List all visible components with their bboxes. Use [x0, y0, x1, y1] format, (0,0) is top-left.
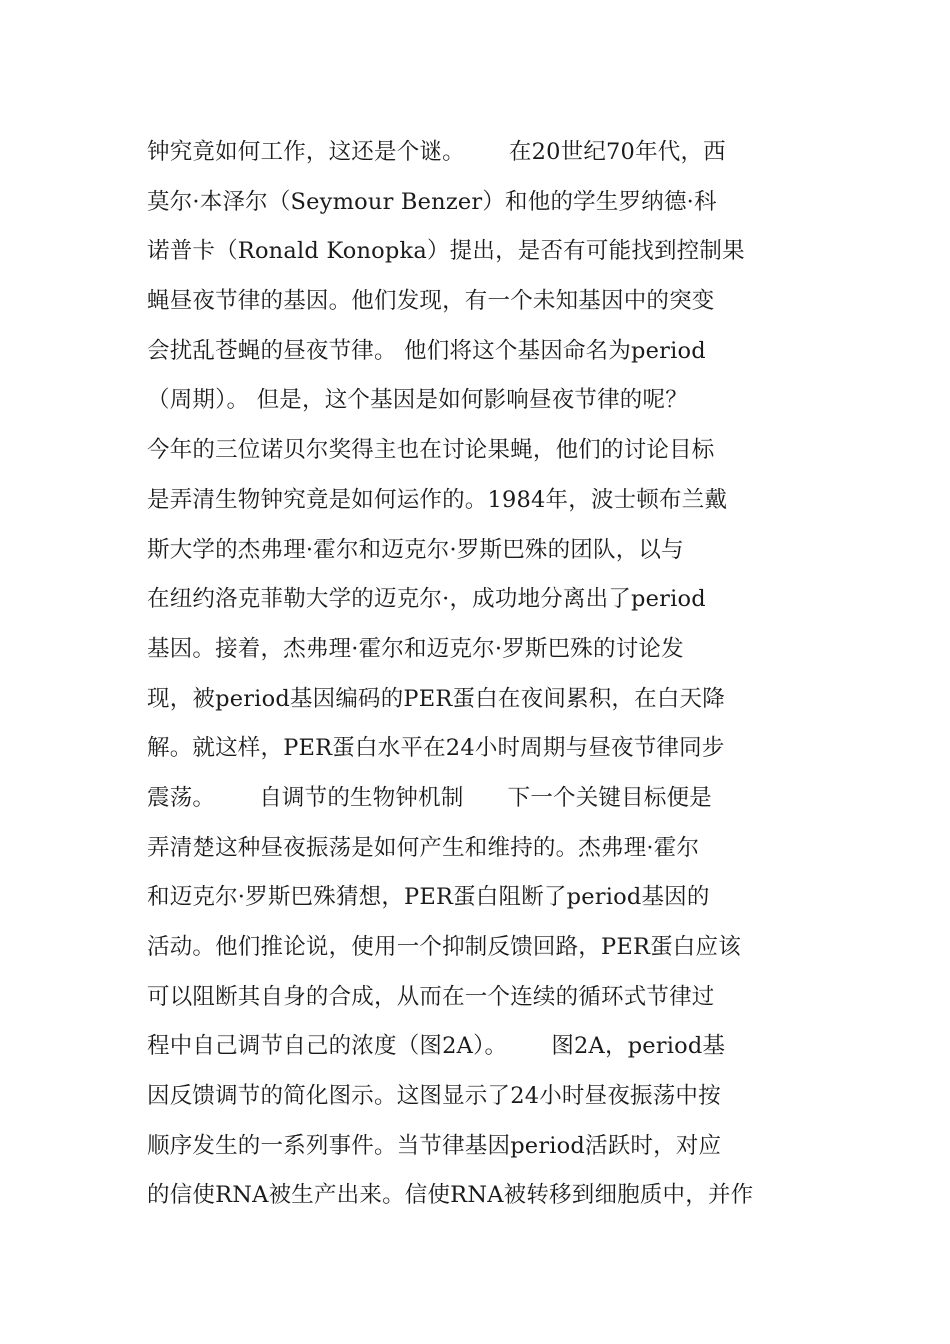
text-line: 蝇昼夜节律的基因。他们发现，有一个未知基因中的突变: [147, 288, 715, 315]
text-line: 因反馈调节的简化图示。这图显示了24小时昼夜振荡中按: [147, 1083, 721, 1110]
text-line: 可以阻断其自身的合成，从而在一个连续的循环式节律过: [147, 983, 715, 1010]
text-line: 是弄清生物钟究竟是如何运作的。1984年，波士顿布兰戴: [147, 486, 728, 513]
text-line: 会扰乱苍蝇的昼夜节律。 他们将这个基因命名为period: [147, 337, 706, 364]
body-text: [147, 128, 807, 1221]
text-line: 顺序发生的一系列事件。当节律基因period活跃时，对应: [147, 1132, 722, 1159]
text-line: 钟究竟如何工作，这还是个谜。 在20世纪70年代，西: [147, 139, 726, 165]
text-line: 震荡。 自调节的生物钟机制 下一个关键目标便是: [147, 784, 712, 811]
text-line: 的信使RNA被生产出来。信使RNA被转移到细胞质中，并作: [147, 1182, 754, 1209]
text-line: 现，被period基因编码的PER蛋白在夜间累积，在白天降: [147, 685, 725, 712]
text-line: 基因。接着，杰弗理·霍尔和迈克尔·罗斯巴殊的讨论发: [147, 635, 684, 662]
text-line: 莫尔·本泽尔（Seymour Benzer）和他的学生罗纳德·科: [147, 188, 717, 215]
text-line: 活动。他们推论说，使用一个抑制反馈回路，PER蛋白应该: [147, 934, 741, 960]
text-line: 诺普卡（Ronald Konopka）提出，是否有可能找到控制果: [147, 238, 745, 265]
text-line: 在纽约洛克菲勒大学的迈克尔·，成功地分离出了period: [147, 586, 706, 613]
text-line: （周期）。 但是，这个基因是如何影响昼夜节律的呢？: [147, 387, 688, 414]
text-line: 斯大学的杰弗理·霍尔和迈克尔·罗斯巴殊的团队，以与: [147, 536, 684, 563]
text-line: 今年的三位诺贝尔奖得主也在讨论果蝇，他们的讨论目标: [147, 437, 715, 464]
text-line: 和迈克尔·罗斯巴殊猜想，PER蛋白阻断了period基因的: [147, 884, 710, 911]
text-line: 解。就这样，PER蛋白水平在24小时周期与昼夜节律同步: [147, 735, 725, 762]
text-line: 弄清楚这种昼夜振荡是如何产生和维持的。杰弗理·霍尔: [147, 834, 700, 861]
text-line: 程中自己调节自己的浓度（图2A）。 图2A，period基: [147, 1033, 726, 1060]
